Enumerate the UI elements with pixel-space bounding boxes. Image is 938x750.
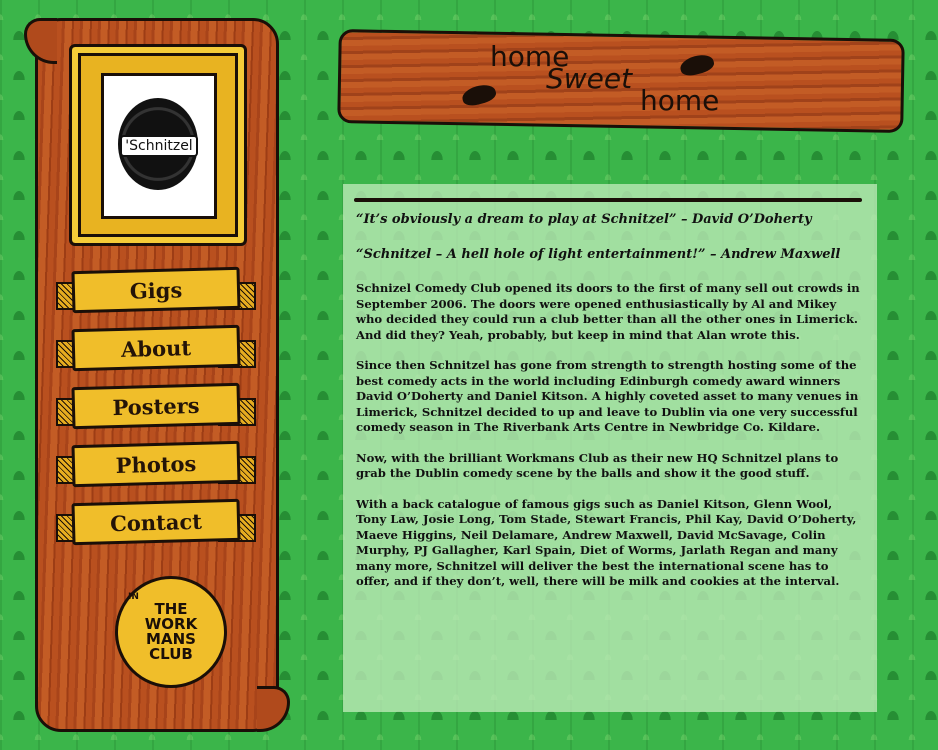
header-word: home — [640, 84, 720, 117]
paragraph: Schnizel Comedy Club opened its doors to the first of many sell out crowds in September 2006. The doors were opened enthusiastically by Al and Mikey who decided they could run a club better than all the other ones in Limerick. And did they? Yeah, probably, but keep in mind that Alan wrote this. — [356, 281, 860, 342]
paragraph: Since then Schnitzel has gone from strength to strength hosting some of the best comedy acts in the world including Edinburgh comedy award winners David O’Doherty and Daniel Kitson. A highly coveted asset to many venues in Limerick, Schnitzel decided to up and leave to Dublin via one very successful comedy season in The Riverbank Arts Centre in Newbridge Co. Kildare. — [356, 358, 859, 434]
logo-image — [101, 73, 217, 219]
main-nav — [56, 270, 256, 560]
header-word: Sweet — [546, 62, 633, 95]
quote: “It’s obviously a dream to play at Schnitzel” – David O’Doherty — [356, 212, 812, 227]
nav-about[interactable] — [56, 328, 256, 368]
paragraph: With a back catalogue of famous gigs such as Daniel Kitson, Glenn Wool, Tony Law, Josie Long, Tom Stade, Stewart Francis, Phil Kay, David O’Doherty, Maeve Higgins, Neil Delamare, Andrew Maxwell, David McSavage, Colin Murphy, PJ Gallagher, Karl Spain, Diet of Worms, Jarlath Regan and many many more, Schnitzel will deliver the best the international scene has to offer, and if they don’t, well, there will be milk and cookies at the interval. — [356, 496, 857, 588]
nav-photos[interactable] — [56, 444, 256, 484]
content-divider — [354, 198, 862, 202]
nav-label: Gigs — [129, 276, 183, 304]
ribbon-face[interactable] — [71, 441, 240, 487]
nav-label: Photos — [115, 450, 197, 478]
badge-line: CLUB — [149, 645, 193, 663]
logo-text: 'Schnitzel — [120, 135, 197, 157]
logo-frame[interactable] — [69, 44, 247, 246]
quote: “Schnitzel – A hell hole of light entertainment!” – Andrew Maxwell — [356, 246, 841, 262]
header-word: home — [490, 40, 570, 73]
badge-line: THE — [154, 600, 188, 618]
nav-contact[interactable] — [56, 502, 256, 542]
nav-posters[interactable] — [56, 386, 256, 426]
nav-label: About — [120, 334, 192, 362]
badge-line: MANS — [146, 630, 196, 648]
ribbon-face[interactable] — [71, 383, 240, 429]
nav-label: Posters — [112, 392, 200, 420]
workmans-club-badge[interactable] — [115, 576, 227, 688]
nav-gigs[interactable] — [56, 270, 256, 310]
badge-line: WORK — [144, 615, 198, 633]
content-body — [356, 212, 866, 605]
nav-label: Contact — [109, 508, 203, 536]
badge-in: IN — [128, 592, 139, 602]
header-title — [490, 40, 750, 120]
paragraph: Now, with the brilliant Workmans Club as their new HQ Schnitzel plans to grab the Dublin comedy scene by the balls and show it the good stuff. — [356, 450, 839, 480]
ribbon-face[interactable] — [71, 499, 240, 545]
ribbon-face[interactable] — [71, 325, 240, 371]
ribbon-face[interactable] — [71, 267, 240, 313]
